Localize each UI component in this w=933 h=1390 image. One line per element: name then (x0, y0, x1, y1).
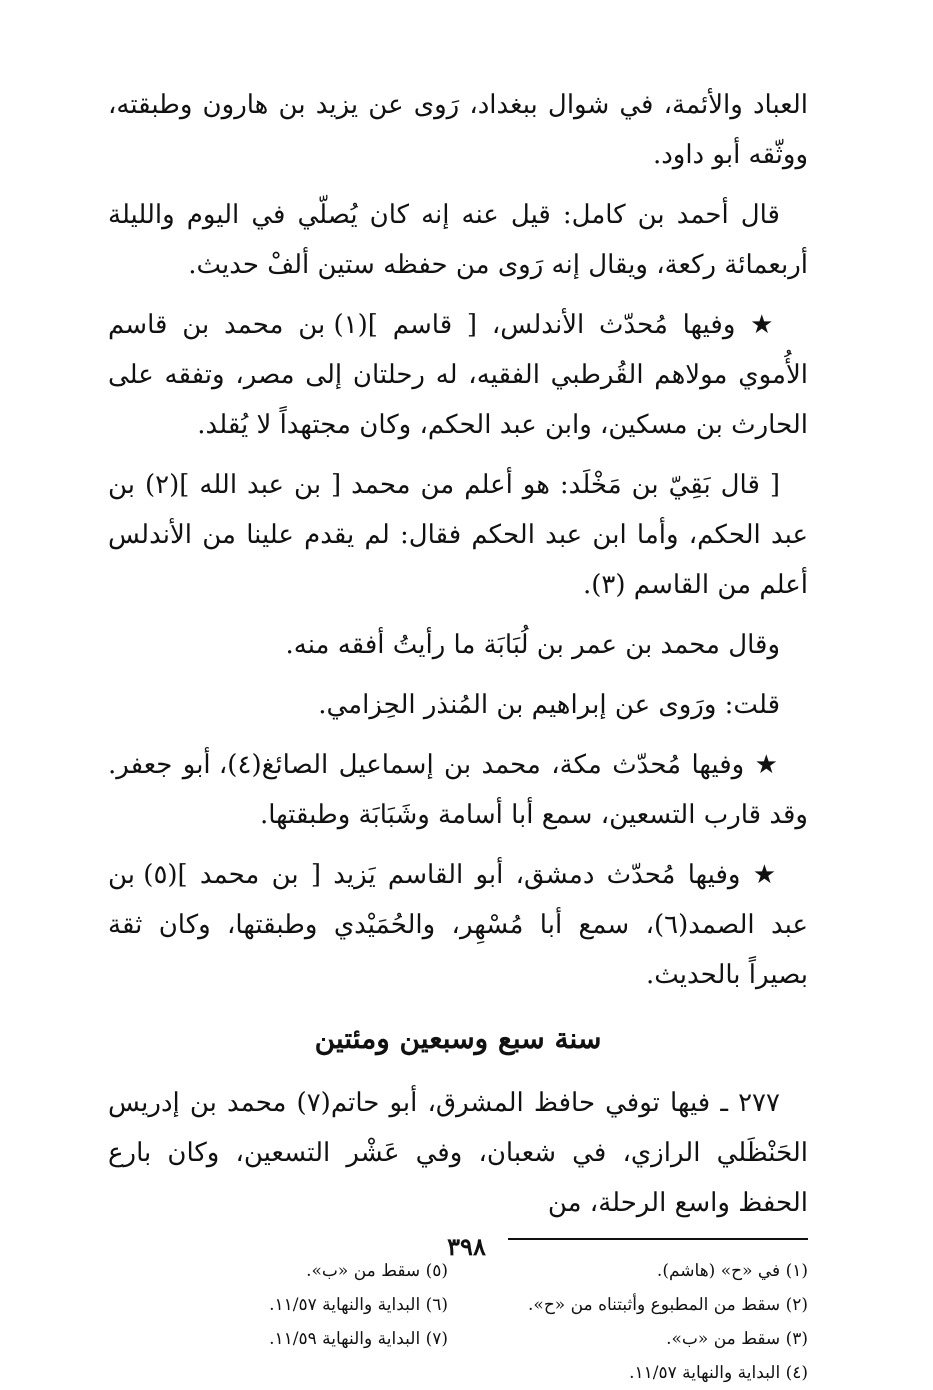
footnote-1: (١) في «ح» (هاشم). (656, 1261, 808, 1281)
paragraph-5: وقال محمد بن عمر بن لُبَابَة ما رأيتُ أفقه منه. (285, 630, 780, 660)
paragraph-1: العباد والأئمة، في شوال ببغداد، رَوى عن يزيد بن هارون وطبقته، ووثّقه أبو داود. (108, 90, 808, 170)
footnote-3: (٣) سقط من «ب». (666, 1329, 808, 1349)
paragraph-8: ★ وفيها مُحدّث دمشق، أبو القاسم يَزيد [ بن محمد ](٥) بن عبد الصمد(٦)، سمع أبا مُسْهِر، والحُمَيْدي وطبقتها، وكان ثقة بصيراً بالحديث. (108, 860, 808, 990)
paragraph-6: قلت: ورَوى عن إبراهيم بن المُنذر الحِزامي. (318, 690, 780, 720)
paragraph-3: ★ وفيها مُحدّث الأندلس، [ قاسم ](١) بن محمد بن قاسم الأُموي مولاهم القُرطبي الفقيه، له رحلتان إلى مصر، وتفقه على الحارث بن مسكين، وابن عبد الحكم، وكان مجتهداً لا يُقلد. (108, 310, 808, 440)
section-heading: سنة سبع وسبعين ومئتين (314, 1022, 602, 1055)
footnote-6: (٦) البداية والنهاية ١١/٥٧. (269, 1295, 448, 1315)
page-number: ٣٩٨ (447, 1232, 486, 1261)
paragraph-4: [ قال بَقِيّ بن مَخْلَد: هو أعلم من محمد [ بن عبد الله ](٢) بن عبد الحكم، وأما ابن عبد الحكم فقال: لم يقدم علينا من الأندلس أعلم من القاسم (٣). (108, 470, 808, 600)
paragraph-7: ★ وفيها مُحدّث مكة، محمد بن إسماعيل الصائغ(٤)، أبو جعفر. وقد قارب التسعين، سمع أبا أسامة وشَبَابَة وطبقتها. (108, 750, 808, 830)
paragraph-2: قال أحمد بن كامل: قيل عنه إنه كان يُصلّي في اليوم والليلة أربعمائة ركعة، ويقال إنه رَوى من حفظه ستين ألفْ حديث. (108, 200, 808, 280)
footnote-2: (٢) سقط من المطبوع وأثبتناه من «ح». (528, 1295, 808, 1315)
footnotes (108, 1254, 808, 1390)
footnote-5: (٥) سقط من «ب». (306, 1261, 448, 1281)
footnote-4: (٤) البداية والنهاية ١١/٥٧. (629, 1363, 808, 1383)
page-body (108, 80, 808, 1390)
entry-277: ٢٧٧ ـ فيها توفي حافظ المشرق، أبو حاتم(٧) محمد بن إدريس الحَنْظَلي الرازي، في شعبان، وفي عَشْر التسعين، وكان بارع الحفظ واسع الرحلة، من (108, 1088, 808, 1218)
footnote-7: (٧) البداية والنهاية ١١/٥٩. (269, 1329, 448, 1349)
